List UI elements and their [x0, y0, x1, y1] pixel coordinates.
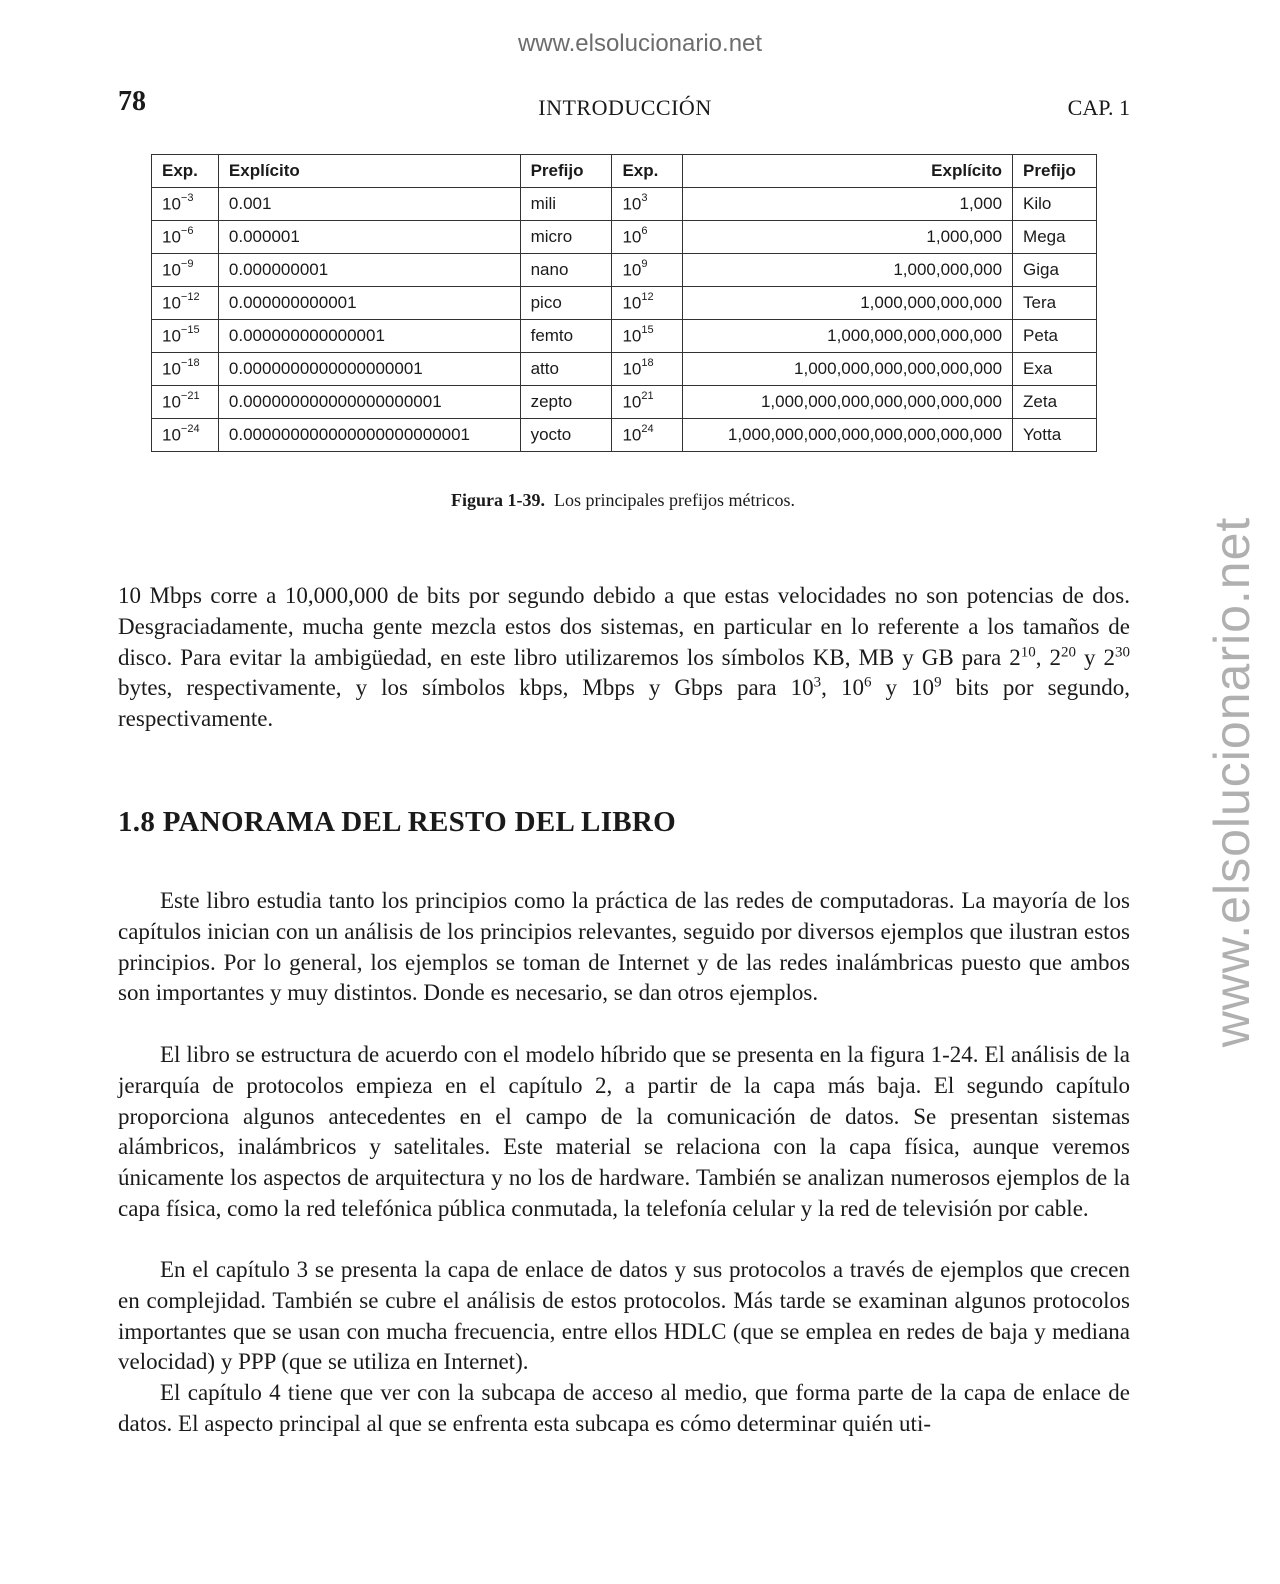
- large-exponent: $10^{21}$: [612, 386, 683, 419]
- large-explicit-value: 1,000: [683, 188, 1013, 221]
- small-exponent: $10^{-6}$: [152, 221, 219, 254]
- table-header-row: [152, 155, 1097, 188]
- large-prefix: Kilo: [1013, 188, 1097, 221]
- caption-label: Figura 1-39.: [451, 490, 546, 510]
- large-prefix: Exa: [1013, 353, 1097, 386]
- table-row: [152, 419, 1097, 452]
- large-prefix: Peta: [1013, 320, 1097, 353]
- large-exponent: $10^{24}$: [612, 419, 683, 452]
- large-exponent: $10^3$: [612, 188, 683, 221]
- small-explicit-value: 0.000000000000000000001: [218, 386, 520, 419]
- large-exponent: $10^{12}$: [612, 287, 683, 320]
- small-prefix: micro: [520, 221, 612, 254]
- small-prefix: zepto: [520, 386, 612, 419]
- small-explicit-value: 0.001: [218, 188, 520, 221]
- body-paragraph: El libro se estructura de acuerdo con el modelo híbrido que se presenta en la figura 1-24. El análisis de la jerarquía de protocolos empieza en el capítulo 2, a partir de la capa más baja. El segundo capítulo proporciona algunos antecedentes en el campo de la comunicación de datos. Se presentan sistemas alámbricos, inalámbricos y satelitales. Este material se relaciona con la capa física, aunque veremos únicamente los aspectos de arquitectura y no los de hardware. También se analizan numerosos ejemplos de la capa física, como la red telefónica pública conmutada, la telefonía celular y la red de televisión por cable.: [118, 1042, 1130, 1221]
- table-row: [152, 254, 1097, 287]
- table-row: [152, 353, 1097, 386]
- large-prefix: Mega: [1013, 221, 1097, 254]
- large-prefix: Zeta: [1013, 386, 1097, 419]
- table-row: [152, 386, 1097, 419]
- header-explicit: Explícito: [683, 155, 1013, 188]
- section-title: 1.8 PANORAMA DEL RESTO DEL LIBRO: [118, 806, 677, 838]
- small-explicit-value: 0.000000001: [218, 254, 520, 287]
- header-prefix: Prefijo: [1013, 155, 1097, 188]
- body-paragraph: Este libro estudia tanto los principios como la práctica de las redes de computadoras. La mayoría de los capítulos inician con un análisis de los principios relevantes, seguido por diversos ejemplos que ilustran estos principios. Por lo general, los ejemplos se toman de Internet y de las redes inalámbricas puesto que ambos son importantes y muy distintos. Donde es necesario, se dan otros ejemplos.: [118, 888, 1130, 1006]
- large-explicit-value: 1,000,000,000,000,000,000,000: [683, 386, 1013, 419]
- small-prefix: atto: [520, 353, 612, 386]
- small-prefix: nano: [520, 254, 612, 287]
- running-title: INTRODUCCIÓN: [538, 95, 712, 120]
- header-exp: Exp.: [152, 155, 219, 188]
- chapter-label: CAP. 1: [1067, 95, 1130, 120]
- small-explicit-value: 0.000000000000001: [218, 320, 520, 353]
- intro-paragraph: 10 Mbps corre a 10,000,000 de bits por segundo debido a que estas velocidades no son potencias de dos. Desgraciadamente, mucha gente mezcla estos dos sistemas, en particular en lo referente a los tamaños de disco. Para evitar la ambigüedad, en este libro utilizaremos los símbolos KB, MB y GB para $2^{10}$, $2^{20}$ y $2^{30}$ bytes, respectivamente, y los símbolos kbps, Mbps y Gbps para $10^3$, $10^6$ y $10^9$ bits por segundo, respectivamente.: [118, 583, 1131, 732]
- small-exponent: $10^{-18}$: [152, 353, 219, 386]
- large-explicit-value: 1,000,000,000,000: [683, 287, 1013, 320]
- body-paragraph: El capítulo 4 tiene que ver con la subcapa de acceso al medio, que forma parte de la capa de enlace de datos. El aspecto principal al que se enfrenta esta subcapa es cómo determinar quién uti-: [118, 1380, 1130, 1436]
- header-explicit: Explícito: [218, 155, 520, 188]
- watermark-top: www.elsolucionario.net: [517, 30, 763, 57]
- small-explicit-value: 0.000000000000000000000001: [218, 419, 520, 452]
- small-exponent: $10^{-12}$: [152, 287, 219, 320]
- page-number: 78: [118, 86, 146, 117]
- small-prefix: yocto: [520, 419, 612, 452]
- watermark-side: www.elsolucionario.net: [1204, 516, 1260, 1048]
- large-prefix: Yotta: [1013, 419, 1097, 452]
- small-exponent: $10^{-24}$: [152, 419, 219, 452]
- large-exponent: $10^6$: [612, 221, 683, 254]
- small-exponent: $10^{-15}$: [152, 320, 219, 353]
- large-explicit-value: 1,000,000: [683, 221, 1013, 254]
- large-explicit-value: 1,000,000,000,000,000: [683, 320, 1013, 353]
- small-exponent: $10^{-3}$: [152, 188, 219, 221]
- table-row: [152, 221, 1097, 254]
- large-prefix: Giga: [1013, 254, 1097, 287]
- metric-prefix-table: [151, 154, 1097, 452]
- large-exponent: $10^{18}$: [612, 353, 683, 386]
- table-row: [152, 287, 1097, 320]
- small-explicit-value: 0.0000000000000000001: [218, 353, 520, 386]
- large-exponent: $10^9$: [612, 254, 683, 287]
- small-prefix: femto: [520, 320, 612, 353]
- table-row: [152, 320, 1097, 353]
- large-exponent: $10^{15}$: [612, 320, 683, 353]
- small-explicit-value: 0.000001: [218, 221, 520, 254]
- small-explicit-value: 0.000000000001: [218, 287, 520, 320]
- header-prefix: Prefijo: [520, 155, 612, 188]
- header-exp: Exp.: [612, 155, 683, 188]
- figure-caption: [0, 490, 1246, 511]
- small-prefix: pico: [520, 287, 612, 320]
- table-row: [152, 188, 1097, 221]
- small-prefix: mili: [520, 188, 612, 221]
- large-explicit-value: 1,000,000,000,000,000,000,000,000: [683, 419, 1013, 452]
- body-paragraph: En el capítulo 3 se presenta la capa de enlace de datos y sus protocolos a través de ejemplos que crecen en complejidad. También se cubre el análisis de estos protocolos. Más tarde se examinan algunos protocolos importantes que se usan con mucha frecuencia, entre ellos HDLC (que se emplea en redes de baja y mediana velocidad) y PPP (que se utiliza en Internet).: [118, 1257, 1130, 1375]
- large-explicit-value: 1,000,000,000: [683, 254, 1013, 287]
- caption-text: Los principales prefijos métricos.: [554, 490, 795, 510]
- small-exponent: $10^{-21}$: [152, 386, 219, 419]
- large-prefix: Tera: [1013, 287, 1097, 320]
- large-explicit-value: 1,000,000,000,000,000,000: [683, 353, 1013, 386]
- small-exponent: $10^{-9}$: [152, 254, 219, 287]
